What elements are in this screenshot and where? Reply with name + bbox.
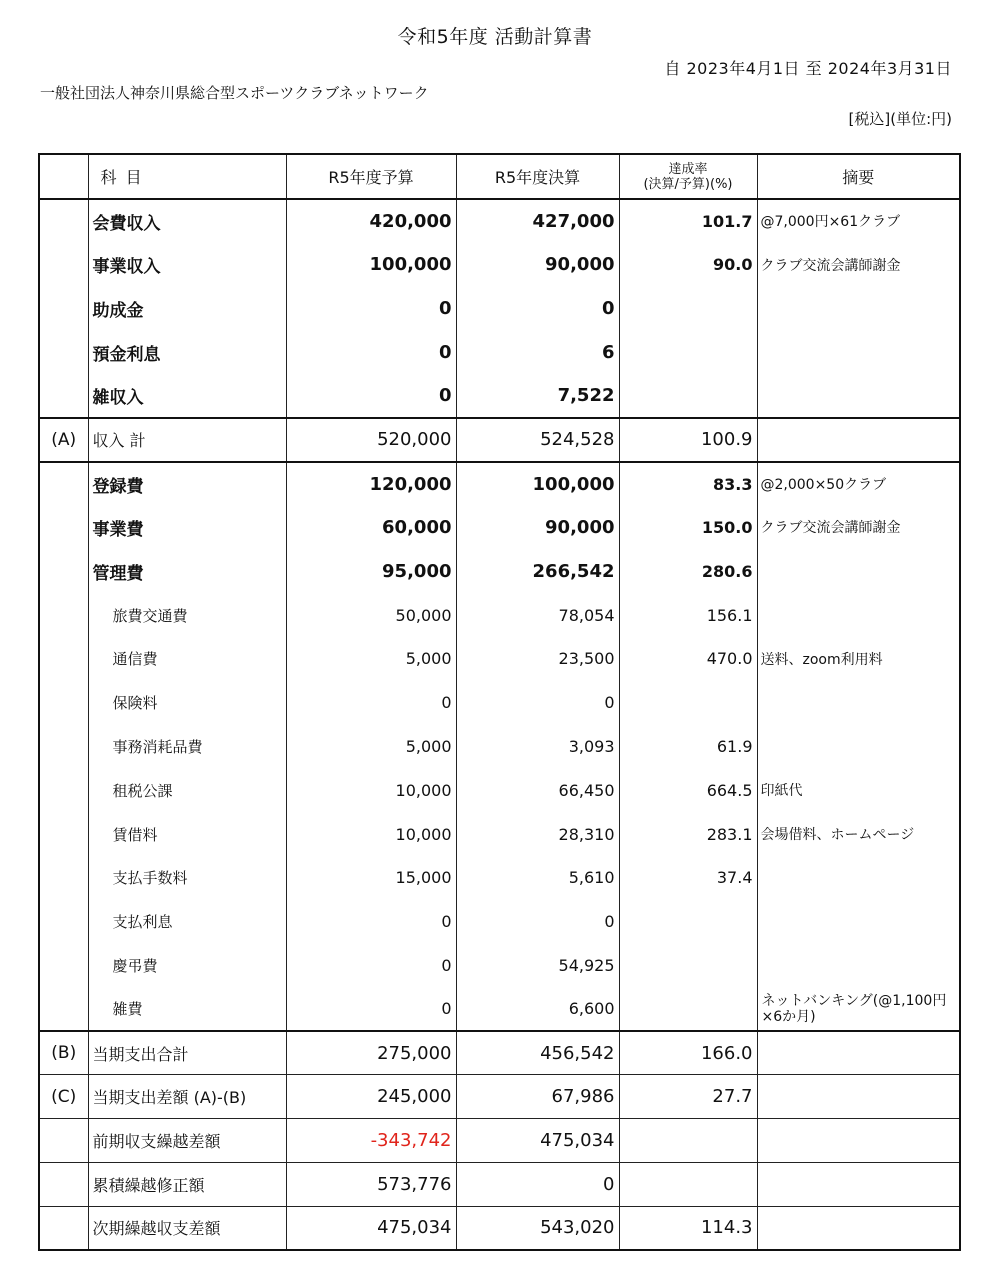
row-actual: 524,528: [456, 418, 619, 462]
row-code: [39, 768, 88, 812]
row-actual: 90,000: [456, 243, 619, 287]
row-actual: 266,542: [456, 549, 619, 593]
row-code: [39, 944, 88, 988]
row-actual: 427,000: [456, 199, 619, 243]
row-note: [757, 944, 960, 988]
row-item: 事務消耗品費: [88, 725, 286, 769]
organization-name: 一般社団法人神奈川県総合型スポーツクラブネットワーク: [40, 84, 429, 102]
row-code: (A): [39, 418, 88, 462]
row-rate: 280.6: [619, 549, 757, 593]
row-note: [757, 374, 960, 418]
table-row: [39, 812, 960, 856]
row-item: 慶弔費: [88, 944, 286, 988]
row-actual: 6: [456, 330, 619, 374]
table-row: [39, 199, 960, 243]
table-row: [39, 549, 960, 593]
row-item: 管理費: [88, 549, 286, 593]
activity-statement-table: [38, 153, 961, 1251]
table-row: [39, 987, 960, 1031]
row-code: [39, 900, 88, 944]
row-rate: [619, 987, 757, 1031]
row-item: 会費収入: [88, 199, 286, 243]
row-budget: 5,000: [286, 725, 456, 769]
row-actual: 90,000: [456, 506, 619, 550]
row-actual: 66,450: [456, 768, 619, 812]
row-rate: 470.0: [619, 637, 757, 681]
row-note: @2,000×50クラブ: [757, 462, 960, 506]
row-note: [757, 856, 960, 900]
row-budget: 475,034: [286, 1206, 456, 1250]
table-row: [39, 330, 960, 374]
row-note: [757, 287, 960, 331]
row-code: [39, 374, 88, 418]
table-row: [39, 243, 960, 287]
row-code: [39, 330, 88, 374]
row-item: 登録費: [88, 462, 286, 506]
row-budget: 0: [286, 987, 456, 1031]
row-item: 当期支出差額 (A)-(B): [88, 1075, 286, 1119]
row-code: [39, 199, 88, 243]
row-rate: 90.0: [619, 243, 757, 287]
row-actual: 0: [456, 287, 619, 331]
row-budget: 95,000: [286, 549, 456, 593]
row-budget: 10,000: [286, 768, 456, 812]
row-rate: [619, 944, 757, 988]
table-row-correction: [39, 1163, 960, 1207]
row-budget: 275,000: [286, 1031, 456, 1075]
row-actual: 0: [456, 900, 619, 944]
document-title: 令和5年度 活動計算書: [397, 26, 593, 48]
row-item: 次期繰越収支差額: [88, 1206, 286, 1250]
row-code: [39, 1119, 88, 1163]
row-item: 雑収入: [88, 374, 286, 418]
row-budget: -343,742: [286, 1119, 456, 1163]
row-code: [39, 856, 88, 900]
row-actual: 475,034: [456, 1119, 619, 1163]
header-note: 摘要: [757, 154, 960, 199]
row-budget: 0: [286, 287, 456, 331]
row-note: [757, 1031, 960, 1075]
row-note: [757, 593, 960, 637]
table-row-difference: [39, 1075, 960, 1119]
header-actual: R5年度決算: [456, 154, 619, 199]
table-row-next-balance: [39, 1206, 960, 1250]
table-header-row: [39, 154, 960, 199]
table-row: [39, 593, 960, 637]
row-code: [39, 681, 88, 725]
table-row: [39, 681, 960, 725]
row-item: 収入 計: [88, 418, 286, 462]
row-rate: 100.9: [619, 418, 757, 462]
table-row: [39, 374, 960, 418]
row-item: 通信費: [88, 637, 286, 681]
row-code: (B): [39, 1031, 88, 1075]
row-rate: 156.1: [619, 593, 757, 637]
row-budget: 520,000: [286, 418, 456, 462]
row-rate: 114.3: [619, 1206, 757, 1250]
row-item: 前期収支繰越差額: [88, 1119, 286, 1163]
row-note: 印紙代: [757, 768, 960, 812]
table-row: [39, 944, 960, 988]
row-note: @7,000円×61クラブ: [757, 199, 960, 243]
row-item: 旅費交通費: [88, 593, 286, 637]
row-note: [757, 1163, 960, 1207]
row-rate: 166.0: [619, 1031, 757, 1075]
row-code: [39, 593, 88, 637]
row-budget: 420,000: [286, 199, 456, 243]
row-item: 預金利息: [88, 330, 286, 374]
row-actual: 0: [456, 1163, 619, 1207]
row-actual: 67,986: [456, 1075, 619, 1119]
header-code: [39, 154, 88, 199]
row-item: 雑費: [88, 987, 286, 1031]
row-budget: 245,000: [286, 1075, 456, 1119]
row-rate: [619, 1119, 757, 1163]
row-item: 支払利息: [88, 900, 286, 944]
row-actual: 78,054: [456, 593, 619, 637]
table-row: [39, 637, 960, 681]
row-item: 事業収入: [88, 243, 286, 287]
row-budget: 573,776: [286, 1163, 456, 1207]
row-actual: 23,500: [456, 637, 619, 681]
row-rate: [619, 681, 757, 725]
table-row: [39, 287, 960, 331]
row-code: [39, 725, 88, 769]
row-item: 租税公課: [88, 768, 286, 812]
row-rate: [619, 330, 757, 374]
row-code: [39, 243, 88, 287]
row-note: ネットバンキング(@1,100円×6か月): [757, 987, 960, 1031]
row-actual: 28,310: [456, 812, 619, 856]
row-actual: 0: [456, 681, 619, 725]
row-note: 送料、zoom利用料: [757, 637, 960, 681]
row-code: [39, 506, 88, 550]
row-budget: 100,000: [286, 243, 456, 287]
tax-unit-note: [税込](単位:円): [848, 110, 952, 128]
row-code: [39, 637, 88, 681]
row-actual: 3,093: [456, 725, 619, 769]
row-note: [757, 681, 960, 725]
row-budget: 0: [286, 330, 456, 374]
row-rate: [619, 374, 757, 418]
row-item: 当期支出合計: [88, 1031, 286, 1075]
table-row: [39, 768, 960, 812]
row-actual: 5,610: [456, 856, 619, 900]
row-item: 累積繰越修正額: [88, 1163, 286, 1207]
row-budget: 0: [286, 900, 456, 944]
table-row: [39, 856, 960, 900]
row-note: 会場借料、ホームページ: [757, 812, 960, 856]
table-row-prior-balance: [39, 1119, 960, 1163]
row-rate: [619, 287, 757, 331]
table-row-total-expenditure: [39, 1031, 960, 1075]
row-code: [39, 1163, 88, 1207]
row-budget: 10,000: [286, 812, 456, 856]
row-item: 賃借料: [88, 812, 286, 856]
row-budget: 60,000: [286, 506, 456, 550]
header-item: 科 目: [88, 154, 286, 199]
row-actual: 543,020: [456, 1206, 619, 1250]
table-row: [39, 462, 960, 506]
table-row: [39, 506, 960, 550]
row-rate: 664.5: [619, 768, 757, 812]
row-item: 保険料: [88, 681, 286, 725]
row-budget: 0: [286, 374, 456, 418]
row-rate: 101.7: [619, 199, 757, 243]
header-rate: [619, 154, 757, 199]
row-budget: 120,000: [286, 462, 456, 506]
row-actual: 7,522: [456, 374, 619, 418]
row-note: [757, 725, 960, 769]
row-budget: 0: [286, 681, 456, 725]
row-code: [39, 287, 88, 331]
header-rate-line2: (決算/予算)(%): [643, 176, 733, 192]
row-actual: 100,000: [456, 462, 619, 506]
row-budget: 5,000: [286, 637, 456, 681]
header-budget: R5年度予算: [286, 154, 456, 199]
fiscal-period: 自 2023年4月1日 至 2024年3月31日: [664, 59, 952, 78]
table-row: [39, 725, 960, 769]
table-row: [39, 900, 960, 944]
row-rate: [619, 1163, 757, 1207]
row-rate: 61.9: [619, 725, 757, 769]
row-code: [39, 1206, 88, 1250]
table-row-total-income: [39, 418, 960, 462]
row-budget: 0: [286, 944, 456, 988]
row-actual: 456,542: [456, 1031, 619, 1075]
row-rate: [619, 900, 757, 944]
row-item: 事業費: [88, 506, 286, 550]
row-note: [757, 1119, 960, 1163]
row-rate: 283.1: [619, 812, 757, 856]
row-note: [757, 330, 960, 374]
row-actual: 54,925: [456, 944, 619, 988]
row-code: [39, 812, 88, 856]
row-code: (C): [39, 1075, 88, 1119]
row-note: [757, 900, 960, 944]
row-rate: 150.0: [619, 506, 757, 550]
row-note: クラブ交流会講師謝金: [757, 243, 960, 287]
header-rate-line1: 達成率: [668, 161, 708, 177]
row-code: [39, 987, 88, 1031]
row-note: [757, 549, 960, 593]
row-code: [39, 462, 88, 506]
row-item: 助成金: [88, 287, 286, 331]
row-note: [757, 1075, 960, 1119]
row-note: クラブ交流会講師謝金: [757, 506, 960, 550]
row-code: [39, 549, 88, 593]
row-budget: 50,000: [286, 593, 456, 637]
row-note: [757, 418, 960, 462]
row-actual: 6,600: [456, 987, 619, 1031]
row-note: [757, 1206, 960, 1250]
row-item: 支払手数料: [88, 856, 286, 900]
row-rate: 37.4: [619, 856, 757, 900]
row-budget: 15,000: [286, 856, 456, 900]
row-rate: 27.7: [619, 1075, 757, 1119]
row-rate: 83.3: [619, 462, 757, 506]
